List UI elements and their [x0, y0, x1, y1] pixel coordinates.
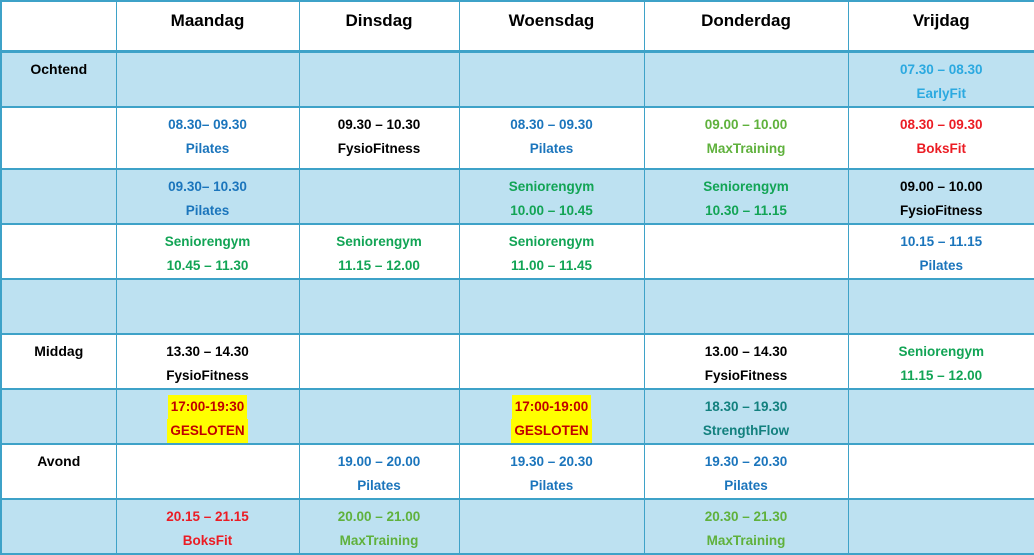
- schedule-cell: [459, 444, 644, 499]
- period-label: [1, 499, 116, 554]
- time-text: Seniorengym: [164, 233, 251, 249]
- time-text: 20.00 – 21.00: [337, 508, 421, 524]
- schedule-cell: [116, 107, 299, 169]
- schedule-cell: [116, 169, 299, 224]
- time-text: 09.30– 10.30: [168, 178, 247, 194]
- schedule-cell: [299, 169, 459, 224]
- schedule-cell: [299, 334, 459, 389]
- day-header-vrijdag: Vrijdag: [848, 1, 1034, 51]
- schedule-row: [1, 279, 1034, 334]
- activity-text: 11.15 – 12.00: [900, 367, 983, 383]
- activity-text: MaxTraining: [706, 140, 786, 156]
- schedule-cell: [848, 279, 1034, 334]
- schedule-cell: [459, 51, 644, 107]
- time-text: 19.00 – 20.00: [337, 453, 421, 469]
- time-text: 17:00-19:00: [512, 395, 592, 419]
- time-text: Seniorengym: [898, 343, 985, 359]
- activity-text: MaxTraining: [706, 532, 786, 548]
- schedule-cell: [116, 499, 299, 554]
- period-label: [1, 279, 116, 334]
- activity-text: Pilates: [357, 477, 401, 493]
- activity-text: FysioFitness: [899, 202, 983, 218]
- time-text: 19.30 – 20.30: [510, 453, 593, 469]
- time-text: 10.15 – 11.15: [900, 233, 983, 249]
- activity-text: GESLOTEN: [511, 419, 591, 443]
- schedule-cell: [116, 224, 299, 279]
- schedule-cell: [116, 51, 299, 107]
- time-text: 09.00 – 10.00: [899, 178, 983, 194]
- activity-text: BoksFit: [182, 532, 233, 548]
- schedule-cell: [459, 169, 644, 224]
- activity-text: GESLOTEN: [167, 419, 247, 443]
- day-header-dinsdag: Dinsdag: [299, 1, 459, 51]
- schedule-cell: [459, 107, 644, 169]
- activity-text: FysioFitness: [166, 367, 249, 383]
- schedule-cell: [644, 51, 848, 107]
- day-header-donderdag: Donderdag: [644, 1, 848, 51]
- schedule-row: [1, 107, 1034, 169]
- schedule-cell: [459, 334, 644, 389]
- schedule-cell: [644, 389, 848, 444]
- schedule-row: [1, 224, 1034, 279]
- schedule-cell: [116, 389, 299, 444]
- schedule-cell: [459, 279, 644, 334]
- period-label-middag: Middag: [1, 334, 116, 389]
- schedule-row: [1, 169, 1034, 224]
- time-text: 08.30– 09.30: [168, 116, 247, 132]
- schedule-cell: [459, 499, 644, 554]
- activity-text: FysioFitness: [337, 140, 421, 156]
- day-header-woensdag: Woensdag: [459, 1, 644, 51]
- schedule-cell: [848, 169, 1034, 224]
- activity-text: StrengthFlow: [702, 422, 790, 438]
- time-text: 07.30 – 08.30: [899, 61, 983, 77]
- time-text: 09.00 – 10.00: [704, 116, 788, 132]
- schedule-cell: [459, 224, 644, 279]
- period-label: [1, 224, 116, 279]
- schedule-row: [1, 389, 1034, 444]
- schedule-row: [1, 334, 1034, 389]
- activity-text: Pilates: [919, 257, 964, 273]
- period-label-ochtend: Ochtend: [1, 51, 116, 107]
- time-text: Seniorengym: [508, 233, 595, 249]
- schedule-cell: [644, 499, 848, 554]
- schedule-row: [1, 444, 1034, 499]
- schedule-cell: [644, 444, 848, 499]
- activity-text: EarlyFit: [916, 85, 967, 101]
- schedule-cell: [644, 224, 848, 279]
- period-label: [1, 169, 116, 224]
- time-text: 08.30 – 09.30: [510, 116, 593, 132]
- schedule-cell: [299, 389, 459, 444]
- schedule-cell: [116, 444, 299, 499]
- time-text: 13.30 – 14.30: [166, 343, 249, 359]
- schedule-cell: [644, 334, 848, 389]
- activity-text: MaxTraining: [339, 532, 419, 548]
- activity-text: Pilates: [529, 477, 574, 493]
- activity-text: Pilates: [724, 477, 768, 493]
- time-text: 18.30 – 19.30: [704, 398, 788, 414]
- activity-text: Pilates: [185, 202, 230, 218]
- activity-text: 10.30 – 11.15: [705, 202, 787, 218]
- time-text: 09.30 – 10.30: [337, 116, 421, 132]
- activity-text: Pilates: [529, 140, 574, 156]
- schedule-row: [1, 51, 1034, 107]
- corner-cell: [1, 1, 116, 51]
- schedule-cell: [299, 444, 459, 499]
- schedule-cell: [299, 279, 459, 334]
- period-label-avond: Avond: [1, 444, 116, 499]
- time-text: 13.00 – 14.30: [704, 343, 788, 359]
- activity-text: 10.45 – 11.30: [166, 257, 249, 273]
- activity-text: BoksFit: [916, 140, 966, 156]
- time-text: Seniorengym: [703, 178, 789, 194]
- schedule-cell: [299, 224, 459, 279]
- schedule-cell: [644, 279, 848, 334]
- day-header-maandag: Maandag: [116, 1, 299, 51]
- schedule-cell: [848, 107, 1034, 169]
- activity-text: 11.15 – 12.00: [338, 257, 420, 273]
- schedule-cell: [848, 389, 1034, 444]
- period-label: [1, 107, 116, 169]
- time-text: 08.30 – 09.30: [899, 116, 983, 132]
- schedule-cell: [848, 444, 1034, 499]
- period-label: [1, 389, 116, 444]
- time-text: Seniorengym: [508, 178, 595, 194]
- activity-text: FysioFitness: [704, 367, 788, 383]
- schedule-row: [1, 499, 1034, 554]
- schedule-cell: [116, 279, 299, 334]
- time-text: 19.30 – 20.30: [704, 453, 788, 469]
- time-text: 17:00-19:30: [168, 395, 248, 419]
- schedule-cell: [848, 51, 1034, 107]
- schedule-cell: [848, 224, 1034, 279]
- time-text: Seniorengym: [336, 233, 422, 249]
- schedule-cell: [299, 499, 459, 554]
- schedule-cell: [644, 169, 848, 224]
- activity-text: 10.00 – 10.45: [510, 202, 593, 218]
- schedule-cell: [116, 334, 299, 389]
- time-text: 20.30 – 21.30: [704, 508, 788, 524]
- schedule-cell: [459, 389, 644, 444]
- schedule-cell: [848, 334, 1034, 389]
- schedule-cell: [299, 107, 459, 169]
- activity-text: 11.00 – 11.45: [510, 257, 593, 273]
- activity-text: Pilates: [185, 140, 230, 156]
- schedule-cell: [848, 499, 1034, 554]
- time-text: 20.15 – 21.15: [166, 508, 249, 524]
- schedule-cell: [644, 107, 848, 169]
- header-row: [1, 1, 1034, 51]
- schedule-cell: [299, 51, 459, 107]
